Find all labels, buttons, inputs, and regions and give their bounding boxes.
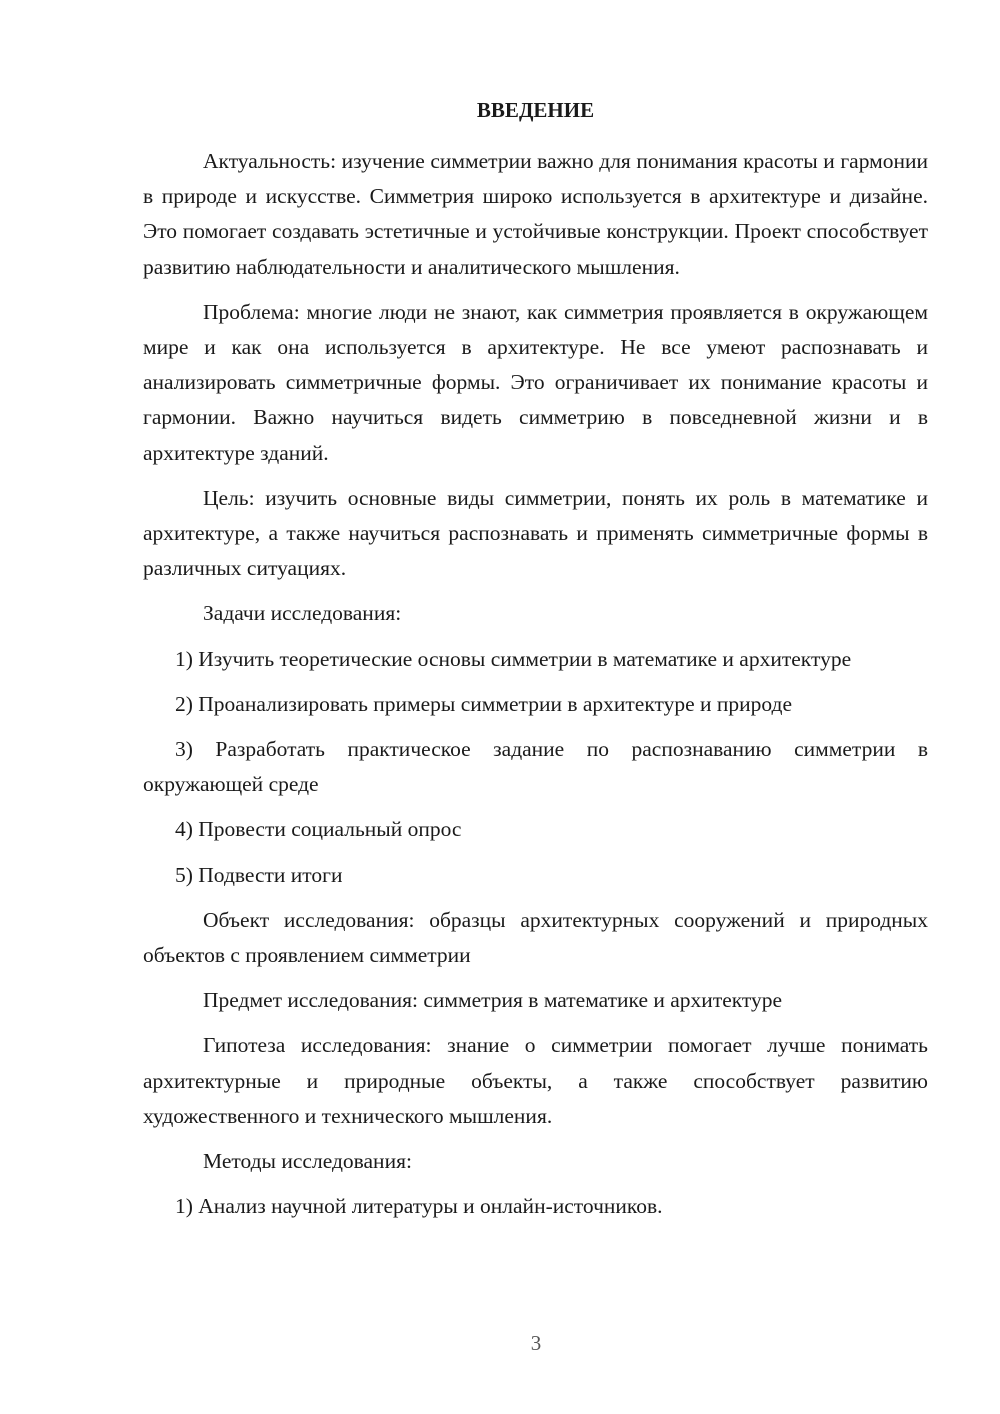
method-item-1: 1) Анализ научной литературы и онлайн-источников. — [175, 1194, 663, 1219]
paragraph-hypothesis: Гипотеза исследования: знание о симметрии помогает лучше понимать архитектурные и природные объекты, а также способствует развитию художественного и технического мышления. — [143, 1033, 928, 1128]
tasks-heading: Задачи исследования: — [203, 601, 402, 626]
task-item-5: 5) Подвести итоги — [175, 862, 343, 887]
task-item-2: 2) Проанализировать примеры симметрии в архитектуре и природе — [175, 691, 793, 716]
paragraph-goal: Цель: изучить основные виды симметрии, понять их роль в математике и архитектуре, а также научиться распознавать и применять симметричные формы в различных ситуациях. — [143, 485, 928, 581]
paragraph-problem: Проблема: многие люди не знают, как симметрия проявляется в окружающем мире и как она используется в архитектуре. Не все умеют распознавать и анализировать симметричные формы. Это ограничивает их понимание красоты и гармонии. Важно научиться видеть симметрию в повседневной жизни и в архитектуре зданий. — [143, 299, 928, 465]
task-item-4: 4) Провести социальный опрос — [175, 817, 462, 842]
task-item-3: 3) Разработать практическое задание по распознаванию симметрии в окружающей среде — [143, 737, 928, 797]
page-title: ВВЕДЕНИЕ — [476, 98, 595, 122]
paragraph-subject: Предмет исследования: симметрия в математике и архитектуре — [203, 988, 783, 1013]
page-number: 3 — [530, 1331, 542, 1355]
page-content — [143, 92, 928, 1234]
task-item-1: 1) Изучить теоретические основы симметрии в математике и архитектуре — [175, 646, 852, 671]
methods-heading: Методы исследования: — [203, 1149, 412, 1174]
paragraph-object: Объект исследования: образцы архитектурных сооружений и природных объектов с проявлением симметрии — [143, 907, 928, 968]
paragraph-relevance: Актуальность: изучение симметрии важно для понимания красоты и гармонии в природе и искусстве. Симметрия широко используется в архитектуре и дизайне. Это помогает создавать эстетичные и устойчивые конструкции. Проект способствует развитию наблюдательности и аналитического мышления. — [143, 149, 928, 279]
